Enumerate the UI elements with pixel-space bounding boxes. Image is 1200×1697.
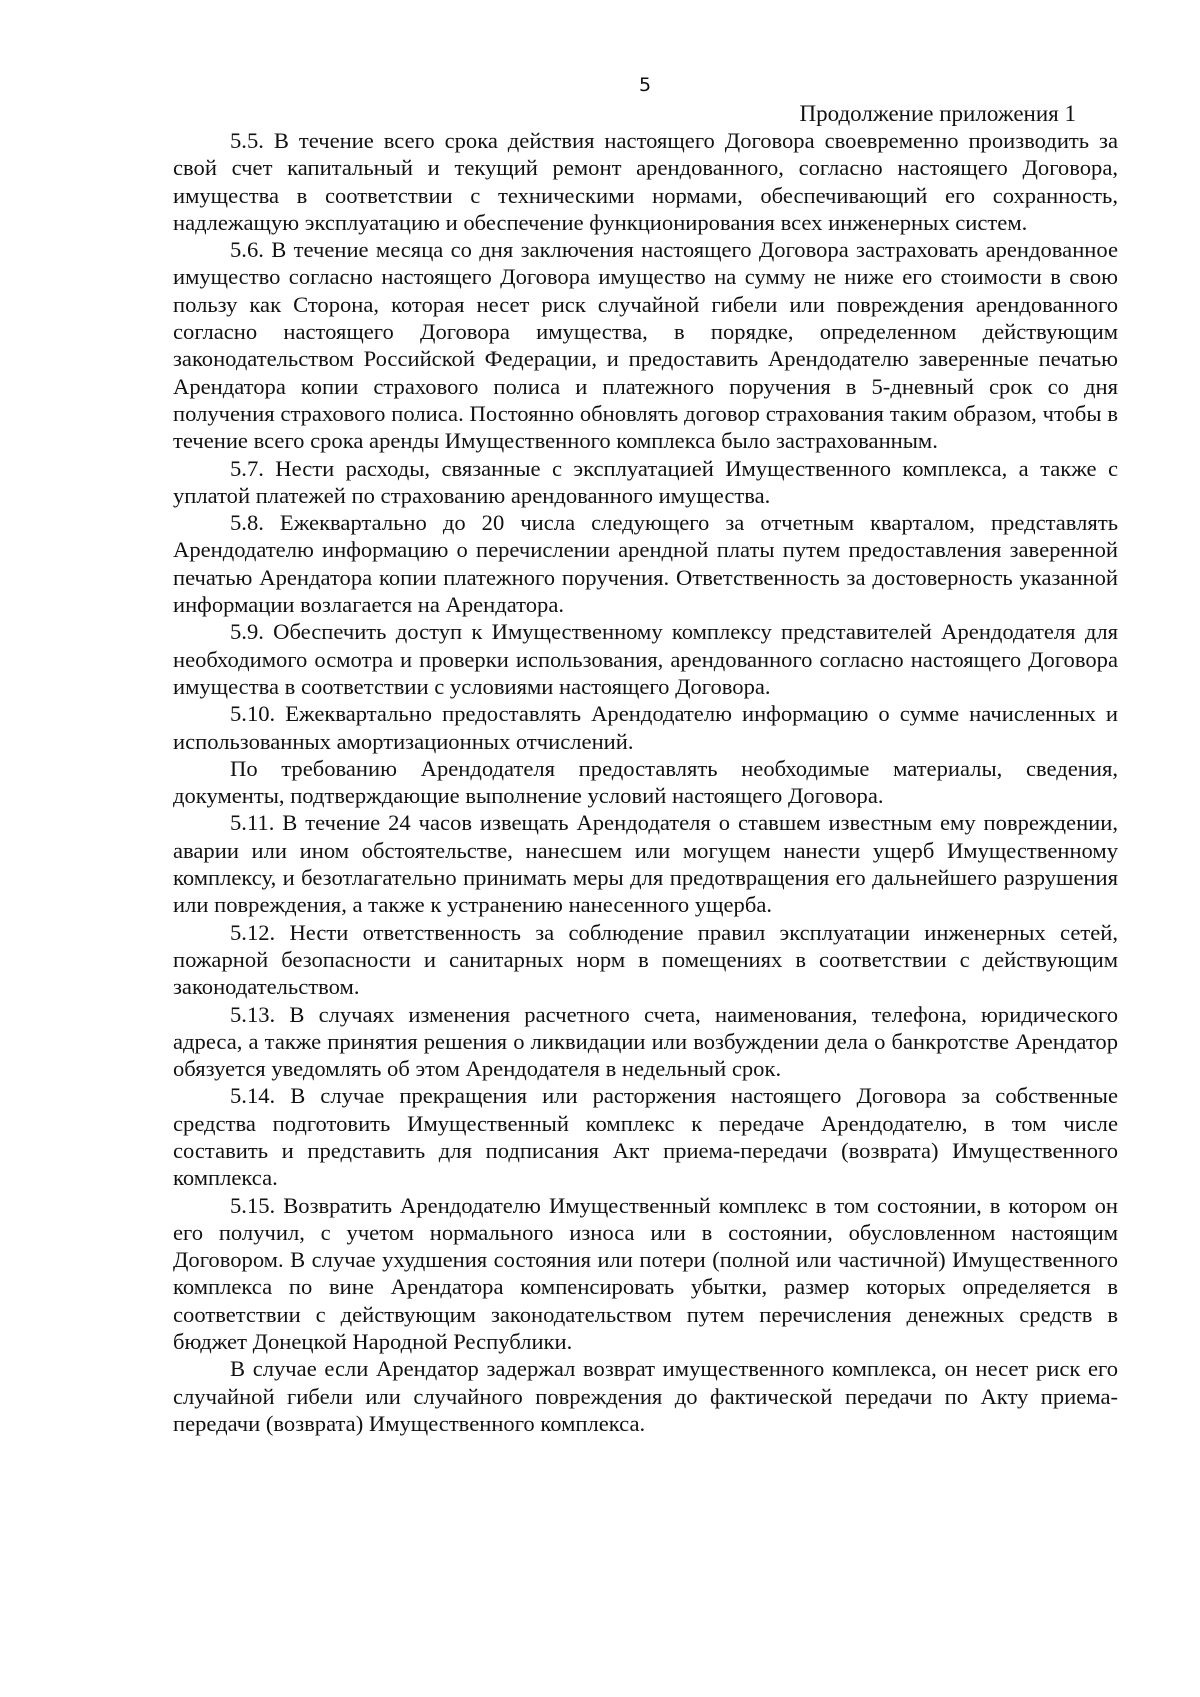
clause-5-10-addendum: По требованию Арендодателя предоставлять необходимые материалы, сведения, документы, подтверждающие выполнение условий настоящего Договора. [173,755,1118,809]
clause-5-10: 5.10. Ежеквартально предоставлять Арендодателю информацию о сумме начисленных и использованных амортизационных отчислений. [173,701,1118,754]
clause-5-15-addendum: В случае если Арендатор задержал возврат имущественного комплекса, он несет риск его случайной гибели или случайного повреждения до фактической передачи по Акту приема-передачи (возврата) Имущественного комплекса. [173,1356,1118,1436]
clause-5-8: 5.8. Ежеквартально до 20 числа следующего за отчетным кварталом, представлять Арендодателю информацию о перечислении арендной платы путем предоставления заверенной печатью Арендатора копии платежного поручения. Ответственность за достоверность указанной информации возлагается на Арендатора. [173,510,1118,618]
clause-5-5: 5.5. В течение всего срока действия настоящего Договора своевременно производить за свой счет капитальный и текущий ремонт арендованного, согласно настоящего Договора, имущества в соответствии с техническими нормами, обеспечивающий его сохранность, надлежащую эксплуатацию и обеспечение функционирования всех инженерных систем. [173,128,1118,235]
clause-5-15: 5.15. Возвратить Арендодателю Имущественный комплекс в том состоянии, в котором он его получил, с учетом нормального износа или в состоянии, обусловленном настоящим Договором. В случае ухудшения состояния или потери (полной или частичной) Имущественного комплекса по вине Арендатора компенсировать убытки, размер которых определяется в соответствии с действующим законодательством путем перечисления денежных средств в бюджет Донецкой Народной Республики. [173,1192,1118,1355]
page-number: 5 [638,74,652,96]
clause-5-11: 5.11. В течение 24 часов извещать Арендодателя о ставшем известным ему повреждении, аварии или ином обстоятельстве, нанесшем или могущем нанести ущерб Имущественному комплексу, и безотлагательно принимать меры для предотвращения его дальнейшего разрушения или повреждения, а также к устранению нанесенного ущерба. [173,810,1118,918]
clause-5-12: 5.12. Нести ответственность за соблюдение правил эксплуатации инженерных сетей, пожарной безопасности и санитарных норм в помещениях в соответствии с действующим законодательством. [173,919,1118,1000]
clause-5-6: 5.6. В течение месяца со дня заключения настоящего Договора застраховать арендованное имущество согласно настоящего Договора имущество на сумму не ниже его стоимости в свою пользу как Сторона, которая несет риск случайной гибели или повреждения арендованного согласно настоящего Договора имущества, в порядке, определенном действующим законодательством Российской Федерации, и предоставить Арендодателю заверенные печатью Арендатора копии страхового полиса и платежного поручения в 5-дневный срок со дня получения страхового полиса. Постоянно обновлять договор страхования таким образом, чтобы в течение всего срока аренды Имущественного комплекса было застрахованным. [173,237,1118,454]
document-body [173,127,1118,1437]
clause-5-13: 5.13. В случаях изменения расчетного счета, наименования, телефона, юридического адреса, а также принятия решения о ликвидации или возбуждении дела о банкротстве Арендатор обязуется уведомлять об этом Арендодателя в недельный срок. [173,1001,1118,1082]
clause-5-14: 5.14. В случае прекращения или расторжения настоящего Договора за собственные средства подготовить Имущественный комплекс к передаче Арендодателю, в том числе составить и представить для подписания Акт приема-передачи (возврата) Имущественного комплекса. [173,1083,1118,1191]
clause-5-9: 5.9. Обеспечить доступ к Имущественному комплексу представителей Арендодателя для необходимого осмотра и проверки использования, арендованного согласно настоящего Договора имущества в соответствии с условиями настоящего Договора. [173,619,1118,699]
appendix-continuation-header: Продолжение приложения 1 [799,101,1076,126]
clause-5-7: 5.7. Нести расходы, связанные с эксплуатацией Имущественного комплекса, а также с уплатой платежей по страхованию арендованного имущества. [173,455,1118,508]
